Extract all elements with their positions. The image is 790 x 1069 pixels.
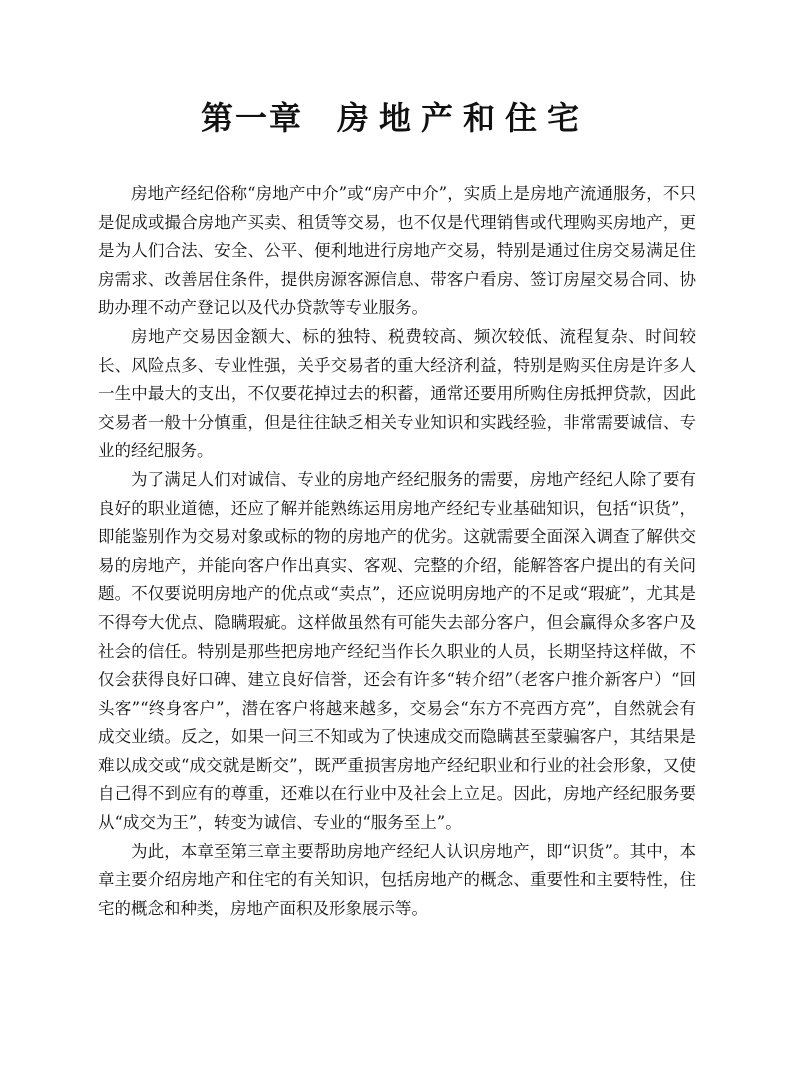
chapter-number: 第一章 [200,99,303,137]
paragraph-4: 为此，本章至第三章主要帮助房地产经纪人认识房地产，即“识货”。其中，本章主要介绍房地产和住宅的有关知识，包括房地产的概念、重要性和主要特性，住宅的概念和种类，房地产面积及形象展示等。 [98,841,696,918]
paragraph-1: 房地产经纪俗称“房地产中介”或“房产中介”，实质上是房地产流通服务，不只是促成或撮合房地产买卖、租赁等交易，也不仅是代理销售或代理购买房地产，更是为人们合法、安全、公平、便利地进行房地产交易，特别是通过住房交易满足住房需求、改善居住条件，提供房源客源信息、带客户看房、签订房屋交易合同、协助办理不动产登记以及代办贷款等专业服务。 [98,184,696,318]
chapter-intro-text [98,180,696,923]
paragraph-2: 房地产交易因金额大、标的独特、税费较高、频次较低、流程复杂、时间较长、风险点多、专业性强，关乎交易者的重大经济利益，特别是购买住房是许多人一生中最大的支出，不仅要花掉过去的积蓄，通常还要用所购住房抵押贷款，因此交易者一般十分慎重，但是往往缺乏相关专业知识和实践经验，非常需要诚信、专业的经纪服务。 [98,326,696,461]
paragraph-3: 为了满足人们对诚信、专业的房地产经纪服务的需要，房地产经纪人除了要有良好的职业道德，还应了解并能熟练运用房地产经纪专业基础知识，包括“识货”，即能鉴别作为交易对象或标的物的房地产的优劣。这就需要全面深入调查了解供交易的房地产，并能向客户作出真实、客观、完整的介绍，能解答客户提出的有关问题。不仅要说明房地产的优点或“卖点”，还应说明房地产的不足或“瑕疵”，尤其是不得夸大优点、隐瞒瑕疵。这样做虽然有可能失去部分客户，但会赢得众多客户及社会的信任。特别是那些把房地产经纪当作长久职业的人员，长期坚持这样做，不仅会获得良好口碑、建立良好信誉，还会有许多“转介绍”（老客户推介新客户）“回头客”“终身客户”，潜在客户将越来越多，交易会“东方不亮西方亮”，自然就会有成交业绩。反之，如果一问三不知或为了快速成交而隐瞒甚至蒙骗客户，其结果是难以成交或“成交就是断交”，既严重损害房地产经纪职业和行业的社会形象，又使自己得不到应有的尊重，还难以在行业中及社会上立足。因此，房地产经纪服务要从“成交为王”，转变为诚信、专业的“服务至上”。 [98,469,696,833]
chapter-name: 房地产和住宅 [337,99,590,137]
chapter-title [0,96,790,140]
